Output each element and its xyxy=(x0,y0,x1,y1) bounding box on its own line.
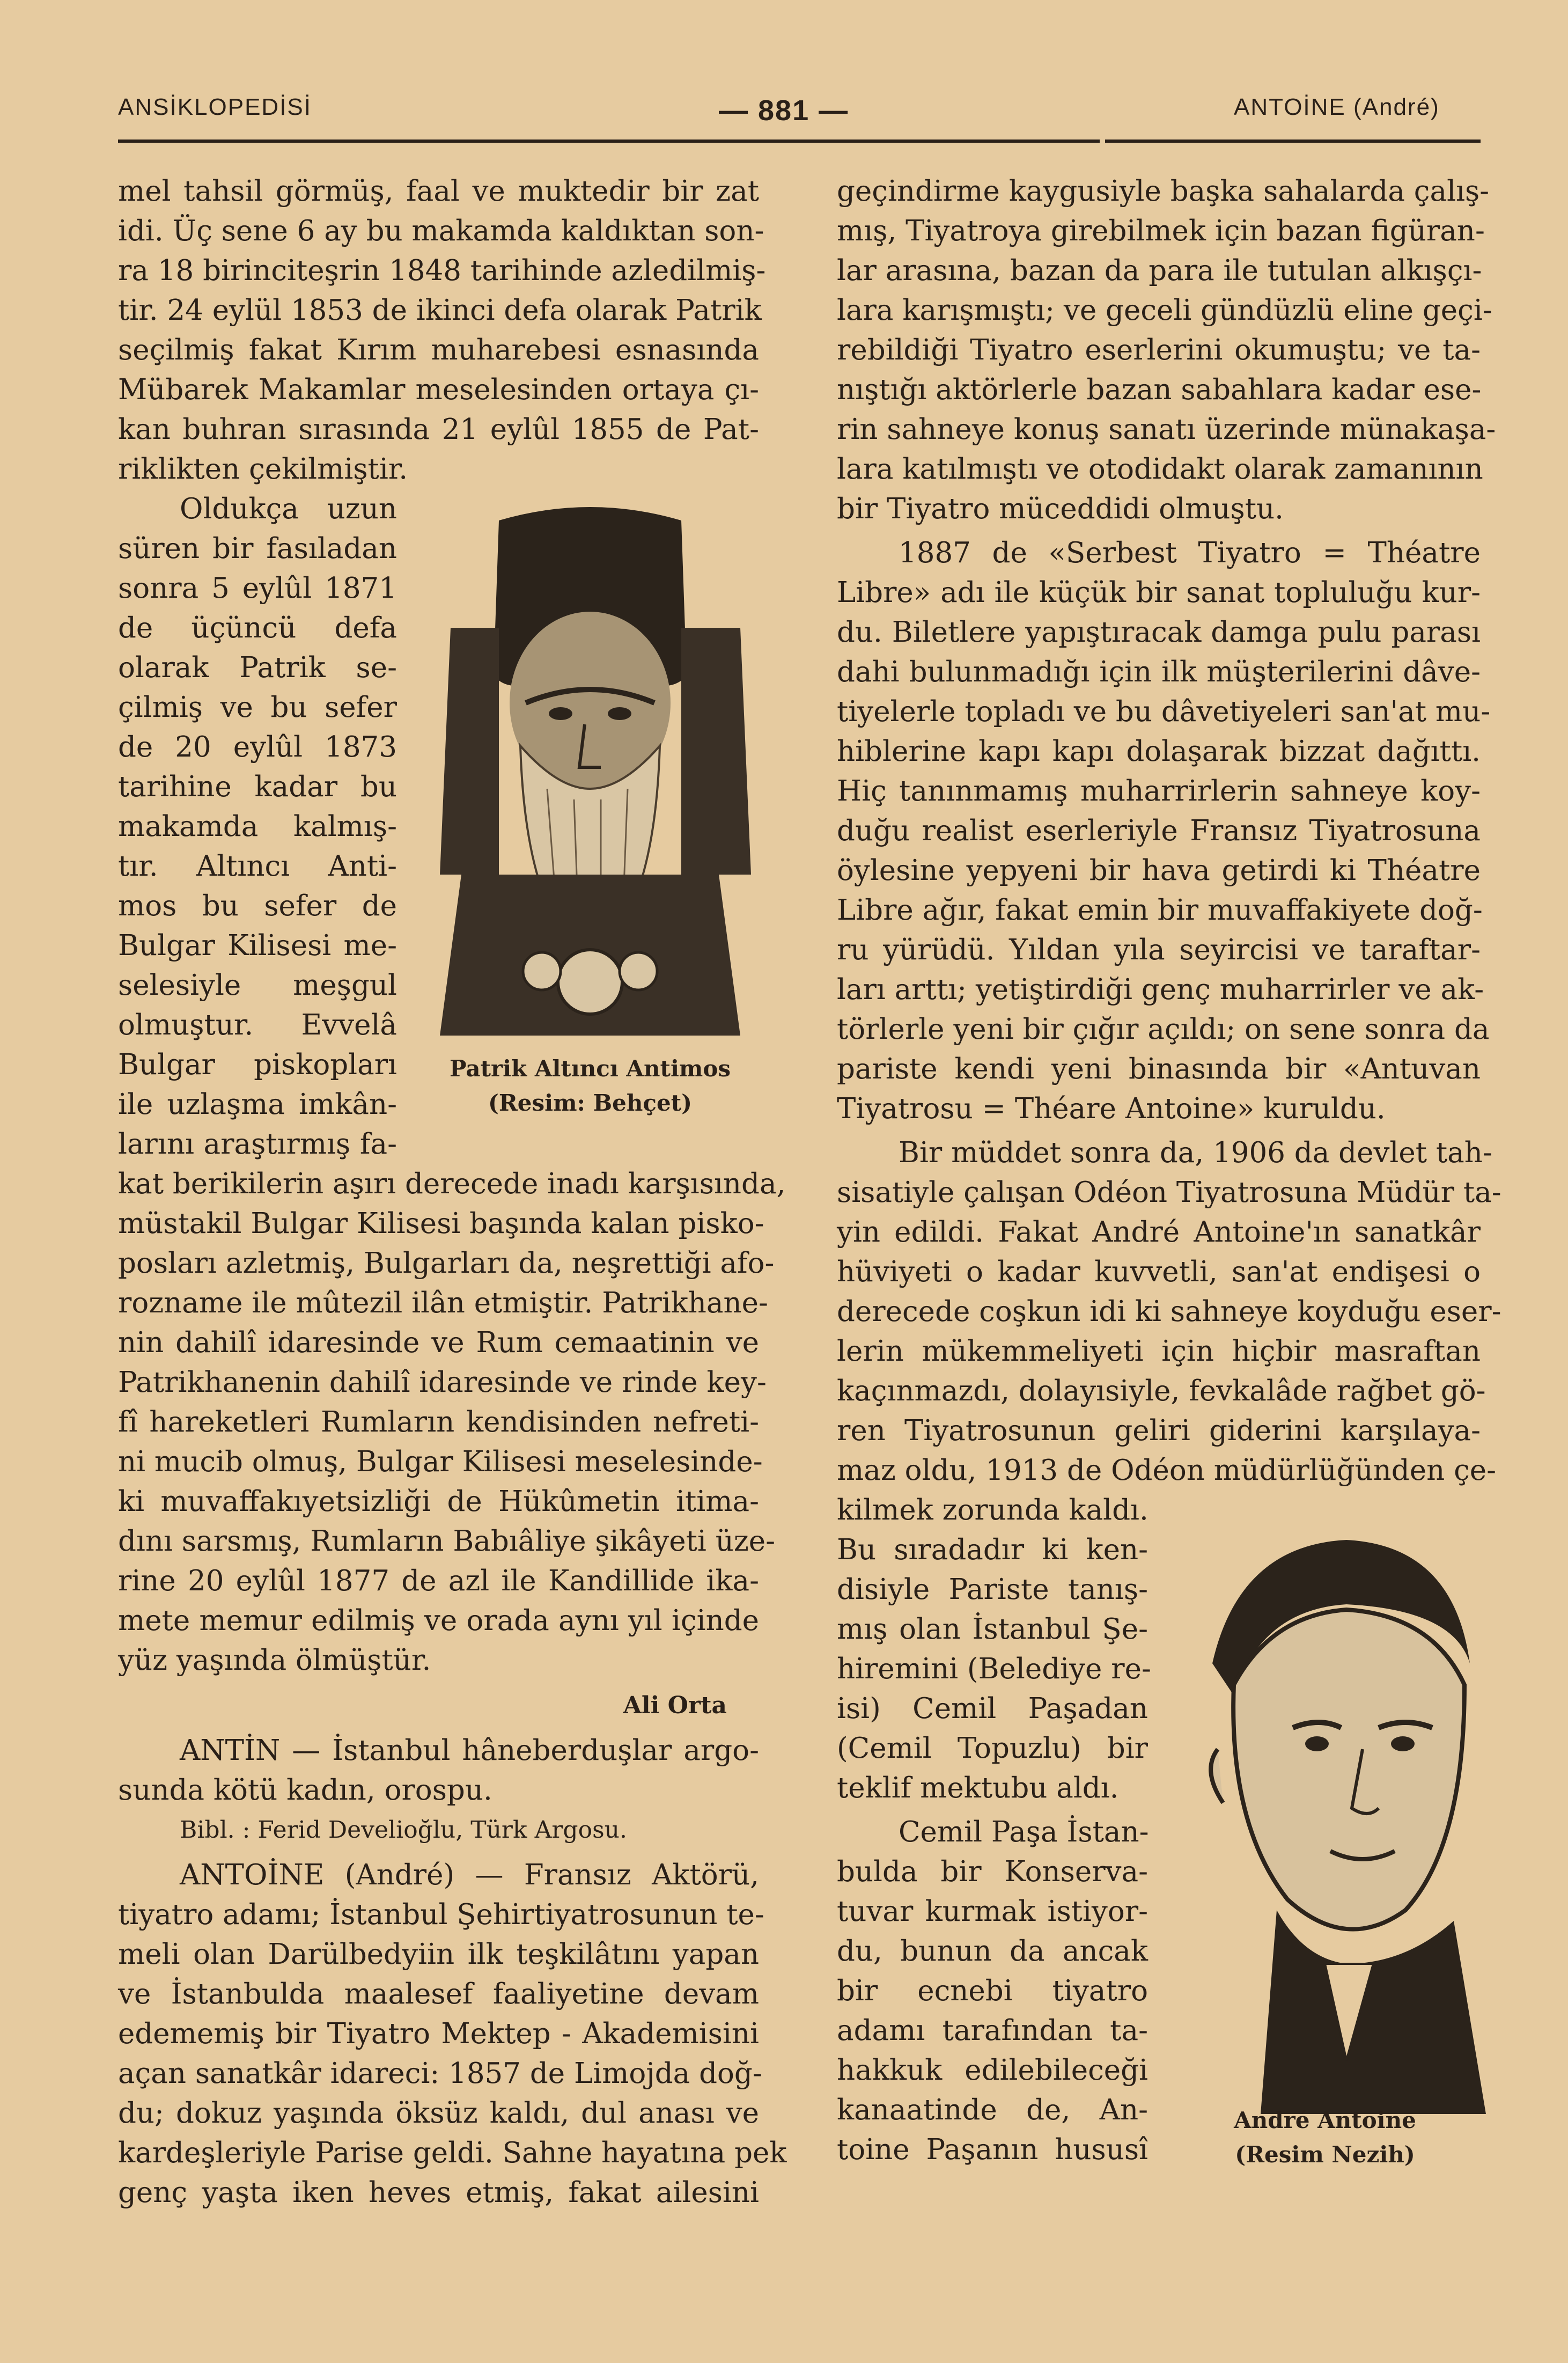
caption-title: Patrik Altıncı Antimos xyxy=(449,1055,731,1082)
text-line: hiremini (Belediye re- xyxy=(837,1653,1151,1685)
page-number: — 881 — xyxy=(719,94,849,127)
text-line: duğu realist eserleriyle Fransız Tiyatrosuna xyxy=(837,814,1481,847)
text-line: lerin mükemmeliyeti için hiçbir masraftan xyxy=(837,1335,1481,1368)
patriarch-portrait xyxy=(418,499,762,1041)
text-line: kan buhran sırasında 21 eylûl 1855 de Pat- xyxy=(118,413,759,446)
text-line: selesiyle meşgul xyxy=(118,969,397,1002)
running-header-right: ANTOİNE (André) xyxy=(1234,94,1440,120)
text-line: Libre ağır, fakat emin bir muvaffakiyete doğ- xyxy=(837,894,1483,927)
text-line: posları azletmiş, Bulgarları da, neşrettiği afo- xyxy=(118,1247,775,1280)
text-line: isi) Cemil Paşadan xyxy=(837,1692,1148,1725)
text-line: süren bir fasıladan xyxy=(118,532,397,565)
text-line: tiyatro adamı; İstanbul Şehirtiyatrosunun te- xyxy=(118,1898,764,1931)
text-line: rin sahneye konuş sanatı üzerinde münakaşa- xyxy=(837,413,1496,446)
entry-antimos-part1 xyxy=(118,172,766,489)
text-line: tiyelerle topladı ve bu dâvetiyeleri san'at mu- xyxy=(837,695,1491,728)
text-line: lara katılmıştı ve otodidakt olarak zamanının xyxy=(837,453,1483,486)
text-line: makamda kalmış- xyxy=(118,810,397,843)
caption-credit: (Resim: Behçet) xyxy=(488,1090,692,1116)
text-line: dahi bulunmadığı için ilk müşterilerini dâve- xyxy=(837,656,1481,688)
text-line: lara karışmıştı; ve geceli gündüzlü eline geçi- xyxy=(837,294,1492,327)
text-line: nıştığı aktörlerle bazan sabahlara kadar ese- xyxy=(837,373,1482,406)
text-line: ru yürüdü. Yıldan yıla seyircisi ve taraftar- xyxy=(837,934,1481,966)
text-line: genç yaşta iken heves etmiş, fakat ailesini xyxy=(118,2176,759,2209)
text-line: ren Tiyatrosunun geliri giderini karşılaya- xyxy=(837,1414,1481,1447)
text-line: mos bu sefer de xyxy=(118,890,397,922)
text-line: Tiyatrosu = Théare Antoine» kuruldu. xyxy=(837,1092,1386,1125)
text-line: ve İstanbulda maalesef faaliyetine devam xyxy=(118,1978,759,2010)
text-line: Hiç tanınmamış muharrirlerin sahneye koy- xyxy=(837,775,1481,808)
text-line: Patrikhanenin dahilî idaresinde ve rinde key- xyxy=(118,1366,767,1399)
text-line: sunda kötü kadın, orospu. xyxy=(118,1774,492,1807)
bibliography: Bibl. : Ferid Develioğlu, Türk Argosu. xyxy=(180,1816,627,1844)
text-line: sisatiyle çalışan Odéon Tiyatrosuna Müdür ta- xyxy=(837,1176,1501,1209)
text-line: meli olan Darülbedyiin ilk teşkilâtını yapan xyxy=(118,1938,759,1971)
text-line: de 20 eylûl 1873 xyxy=(118,731,397,764)
text-line: yin edildi. Fakat André Antoine'ın sanatkâr xyxy=(837,1216,1481,1249)
header-rule-left xyxy=(118,140,1100,143)
text-line: seçilmiş fakat Kırım muharebesi esnasında xyxy=(118,334,759,366)
text-line: ile uzlaşma imkân- xyxy=(118,1088,397,1121)
text-line: fî hareketleri Rumların kendisinden nefreti- xyxy=(118,1406,759,1439)
text-line: tır. Altıncı Anti- xyxy=(118,850,397,883)
text-line: 1887 de «Serbest Tiyatro = Théatre xyxy=(899,537,1481,569)
author-signature: Ali Orta xyxy=(623,1692,727,1719)
text-line: yüz yaşında ölmüştür. xyxy=(118,1644,431,1677)
text-line: kardeşleriyle Parise geldi. Sahne hayatına pek xyxy=(118,2137,787,2169)
text-line: geçindirme kaygusiyle başka sahalarda çalış- xyxy=(837,175,1490,208)
text-line: pariste kendi yeni binasında bir «Antuvan xyxy=(837,1053,1481,1085)
text-line: rine 20 eylûl 1877 de azl ile Kandillide ika- xyxy=(118,1565,759,1597)
text-line: Mübarek Makamlar meselesinden ortaya çı- xyxy=(118,373,759,406)
running-header-left: ANSİKLOPEDİSİ xyxy=(118,94,312,120)
text-line: kanaatinde de, An- xyxy=(837,2094,1148,2126)
caption-title: André Antoine xyxy=(1234,2107,1416,2133)
text-line: hiblerine kapı kapı dolaşarak bizzat dağıttı. xyxy=(837,735,1481,768)
text-line: teklif mektubu aldı. xyxy=(837,1772,1119,1804)
text-line: bulda bir Konserva- xyxy=(837,1855,1148,1888)
text-line: maz oldu, 1913 de Odéon müdürlüğünden çe- xyxy=(837,1454,1497,1487)
text-line: nin dahilî idaresinde ve Rum cemaatinin ve xyxy=(118,1326,759,1359)
text-line: ları arttı; yetiştirdiği genç muharrirler ve ak- xyxy=(837,973,1484,1006)
text-line: derecede coşkun idi ki sahneye koyduğu eser- xyxy=(837,1295,1501,1328)
text-line: du. Biletlere yapıştıracak damga pulu parası xyxy=(837,616,1481,649)
text-line: mış, Tiyatroya girebilmek için bazan figüran- xyxy=(837,215,1485,247)
text-line: mete memur edilmiş ve orada aynı yıl içinde xyxy=(118,1604,759,1637)
text-line: bir Tiyatro müceddidi olmuştu. xyxy=(837,493,1284,525)
text-line: Bir müddet sonra da, 1906 da devlet tah- xyxy=(899,1136,1492,1169)
text-line: ni mucib olmuş, Bulgar Kilisesi meselesinde- xyxy=(118,1445,763,1478)
text-line: rebildiği Tiyatro eserlerini okumuştu; ve ta- xyxy=(837,334,1481,366)
text-line: hüviyeti o kadar kuvvetli, san'at endişesi o xyxy=(837,1256,1481,1288)
text-line: Cemil Paşa İstan- xyxy=(899,1816,1149,1848)
text-line: toine Paşanın hususî xyxy=(837,2133,1148,2166)
text-line: tir. 24 eylül 1853 de ikinci defa olarak Patrik xyxy=(118,294,762,327)
text-line: olmuştur. Evvelâ xyxy=(118,1009,397,1041)
text-line: lar arasına, bazan da para ile tutulan alkışçı- xyxy=(837,254,1482,287)
text-line: mel tahsil görmüş, faal ve muktedir bir zat xyxy=(118,175,759,208)
text-line: Oldukça uzun xyxy=(180,493,397,525)
text-line: Libre» adı ile küçük bir sanat topluluğu kur- xyxy=(837,576,1481,609)
entry-antoine xyxy=(118,1855,787,2213)
entry-heading-line: ANTOİNE (André) — Fransız Aktörü, xyxy=(180,1859,759,1891)
text-line: tarihine kadar bu xyxy=(118,770,397,803)
entry-heading-line: ANTİN — İstanbul hâneberduşlar argo- xyxy=(180,1734,759,1767)
antoine-portrait xyxy=(1153,1524,1497,2114)
caption-credit: (Resim Nezih) xyxy=(1235,2141,1415,2168)
text-line: çilmiş ve bu sefer xyxy=(118,691,397,724)
left-column xyxy=(118,172,787,2213)
text-line: Bulgar piskopları xyxy=(118,1048,397,1081)
text-line: de üçüncü defa xyxy=(118,612,397,644)
text-line: (Cemil Topuzlu) bir xyxy=(837,1732,1148,1765)
text-line: Bu sıradadır ki ken- xyxy=(837,1533,1148,1566)
text-line: idi. Üç sene 6 ay bu makamda kaldıktan son- xyxy=(118,215,764,247)
portrait2-caption xyxy=(1153,2103,1497,2172)
text-line: dını sarsmış, Rumların Babıâliye şikâyeti üze- xyxy=(118,1525,776,1558)
text-line: müstakil Bulgar Kilisesi başında kalan pisko- xyxy=(118,1207,764,1240)
text-line: açan sanatkâr idareci: 1857 de Limojda doğ- xyxy=(118,2057,762,2090)
text-line: kat berikilerin aşırı derecede inadı karşısında, xyxy=(118,1168,786,1200)
text-line: hakkuk edilebileceği xyxy=(837,2054,1148,2087)
text-line: olarak Patrik se- xyxy=(118,651,397,684)
text-line: öylesine yepyeni bir hava getirdi ki Théatre xyxy=(837,854,1481,887)
entry-antin xyxy=(118,1731,759,1850)
text-line: Bulgar Kilisesi me- xyxy=(118,929,397,962)
text-line: disiyle Pariste tanış- xyxy=(837,1573,1148,1606)
text-line: mış olan İstanbul Şe- xyxy=(837,1613,1148,1646)
text-line: kilmek zorunda kaldı. xyxy=(837,1494,1149,1527)
text-line: kaçınmazdı, dolayısiyle, fevkalâde rağbet gö- xyxy=(837,1375,1486,1407)
portrait1-caption xyxy=(418,1052,762,1120)
text-line: riklikten çekilmiştir. xyxy=(118,453,408,486)
text-line: adamı tarafından ta- xyxy=(837,2014,1148,2047)
text-line: tuvar kurmak istiyor- xyxy=(837,1895,1148,1928)
text-line: du; dokuz yaşında öksüz kaldı, dul anası ve xyxy=(118,2097,759,2130)
text-line: du, bunun da ancak xyxy=(837,1935,1148,1968)
text-line: törlerle yeni bir çığır açıldı; on sene sonra da xyxy=(837,1013,1490,1046)
entry-antimos-part2 xyxy=(118,1164,786,1680)
header-rule-right xyxy=(1105,140,1481,143)
text-line: ki muvaffakıyetsizliği de Hükûmetin itima- xyxy=(118,1485,759,1518)
text-line: larını araştırmış fa- xyxy=(118,1128,397,1161)
text-line: edememiş bir Tiyatro Mektep - Akademisini xyxy=(118,2017,759,2050)
text-line: bir ecnebi tiyatro xyxy=(837,1975,1148,2007)
text-line: rozname ile mûtezil ilân etmiştir. Patrikhane- xyxy=(118,1287,768,1319)
text-line: ra 18 birinciteşrin 1848 tarihinde azledilmiş- xyxy=(118,254,766,287)
text-line: sonra 5 eylûl 1871 xyxy=(118,572,397,605)
